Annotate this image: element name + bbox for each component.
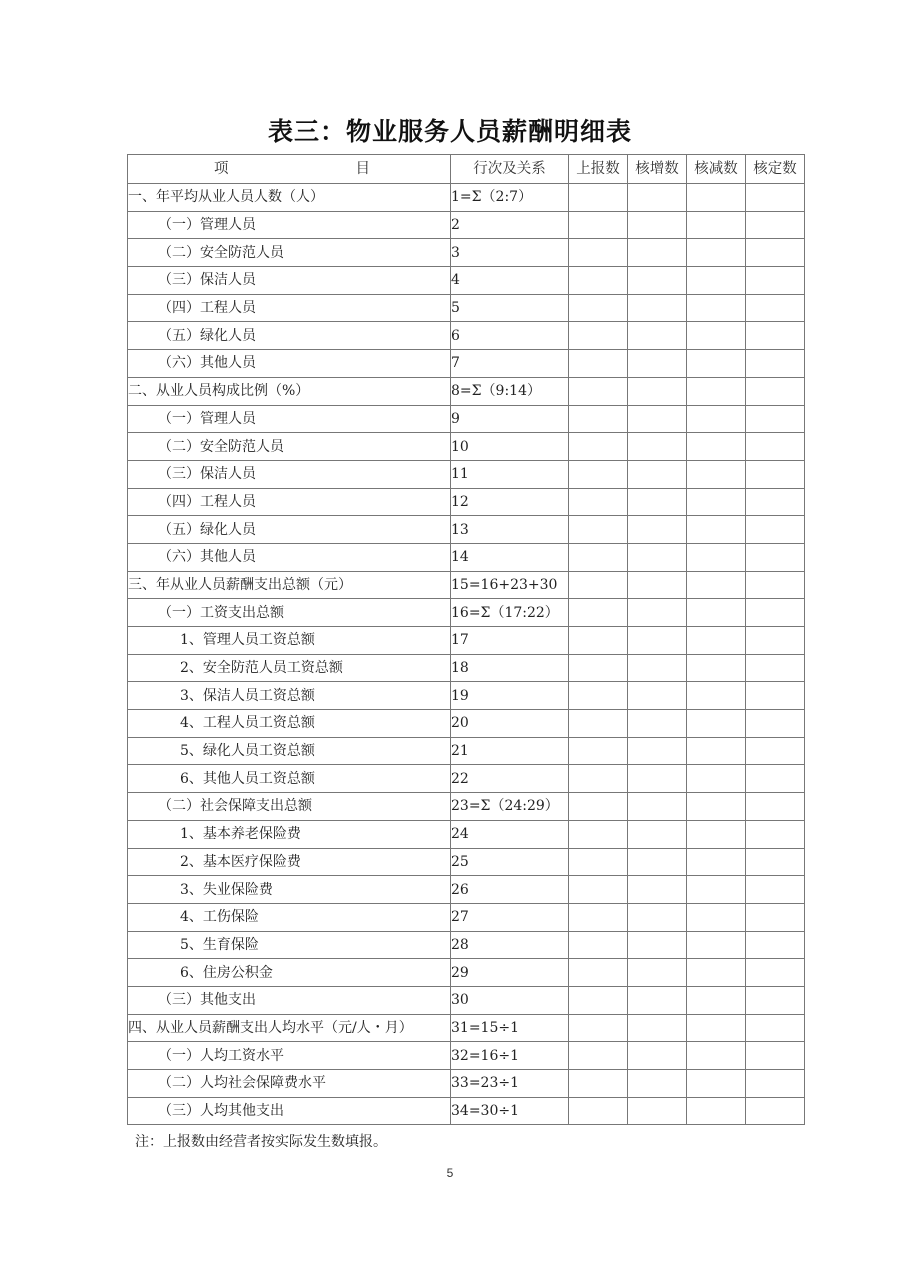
cell-increase[interactable] bbox=[628, 599, 687, 627]
cell-decrease[interactable] bbox=[687, 959, 746, 987]
cell-decrease[interactable] bbox=[687, 377, 746, 405]
table-row bbox=[128, 571, 805, 599]
cell-increase[interactable] bbox=[628, 765, 687, 793]
cell-increase[interactable] bbox=[628, 710, 687, 738]
table-row bbox=[128, 765, 805, 793]
cell-reported[interactable] bbox=[569, 267, 628, 295]
cell-decrease[interactable] bbox=[687, 571, 746, 599]
row-item: 二、从业人员构成比例（%） bbox=[128, 377, 451, 405]
cell-approved[interactable] bbox=[746, 986, 805, 1014]
cell-decrease[interactable] bbox=[687, 488, 746, 516]
header-item-left: 项 bbox=[214, 161, 229, 177]
row-item: （二）社会保障支出总额 bbox=[128, 793, 451, 821]
cell-increase[interactable] bbox=[628, 350, 687, 378]
cell-decrease[interactable] bbox=[687, 1014, 746, 1042]
cell-reported[interactable] bbox=[569, 516, 628, 544]
cell-reported[interactable] bbox=[569, 1070, 628, 1098]
row-item: 三、年从业人员薪酬支出总额（元） bbox=[128, 571, 451, 599]
table-row bbox=[128, 294, 805, 322]
document-title: 表三：物业服务人员薪酬明细表 bbox=[267, 117, 632, 146]
cell-approved[interactable] bbox=[746, 571, 805, 599]
row-item: （一）管理人员 bbox=[128, 211, 451, 239]
row-relation: 28 bbox=[451, 931, 569, 959]
cell-decrease[interactable] bbox=[687, 931, 746, 959]
cell-reported[interactable] bbox=[569, 294, 628, 322]
cell-increase[interactable] bbox=[628, 1014, 687, 1042]
table-row bbox=[128, 654, 805, 682]
cell-increase[interactable] bbox=[628, 322, 687, 350]
cell-decrease[interactable] bbox=[687, 1070, 746, 1098]
cell-reported[interactable] bbox=[569, 405, 628, 433]
row-item: 5、绿化人员工资总额 bbox=[128, 737, 451, 765]
cell-decrease[interactable] bbox=[687, 267, 746, 295]
table-row bbox=[128, 488, 805, 516]
cell-reported[interactable] bbox=[569, 433, 628, 461]
row-relation: 4 bbox=[451, 267, 569, 295]
cell-reported[interactable] bbox=[569, 1042, 628, 1070]
table-row bbox=[128, 267, 805, 295]
row-item: 1、基本养老保险费 bbox=[128, 820, 451, 848]
table-row bbox=[128, 543, 805, 571]
cell-increase[interactable] bbox=[628, 627, 687, 655]
cell-approved[interactable] bbox=[746, 211, 805, 239]
cell-approved[interactable] bbox=[746, 543, 805, 571]
row-relation: 20 bbox=[451, 710, 569, 738]
table-row bbox=[128, 184, 805, 212]
cell-reported[interactable] bbox=[569, 959, 628, 987]
cell-decrease[interactable] bbox=[687, 986, 746, 1014]
row-item: （二）安全防范人员 bbox=[128, 433, 451, 461]
cell-approved[interactable] bbox=[746, 184, 805, 212]
salary-detail-table bbox=[127, 154, 805, 1125]
row-item: 2、安全防范人员工资总额 bbox=[128, 654, 451, 682]
cell-reported[interactable] bbox=[569, 1097, 628, 1125]
cell-approved[interactable] bbox=[746, 931, 805, 959]
row-item: （六）其他人员 bbox=[128, 350, 451, 378]
row-relation: 12 bbox=[451, 488, 569, 516]
cell-decrease[interactable] bbox=[687, 682, 746, 710]
cell-increase[interactable] bbox=[628, 294, 687, 322]
row-relation: 23=Σ（24:29） bbox=[451, 793, 569, 821]
table-row bbox=[128, 1097, 805, 1125]
row-item: （五）绿化人员 bbox=[128, 516, 451, 544]
cell-decrease[interactable] bbox=[687, 1097, 746, 1125]
cell-decrease[interactable] bbox=[687, 903, 746, 931]
cell-decrease[interactable] bbox=[687, 294, 746, 322]
cell-increase[interactable] bbox=[628, 239, 687, 267]
row-relation: 3 bbox=[451, 239, 569, 267]
cell-increase[interactable] bbox=[628, 405, 687, 433]
cell-increase[interactable] bbox=[628, 184, 687, 212]
cell-reported[interactable] bbox=[569, 488, 628, 516]
cell-decrease[interactable] bbox=[687, 710, 746, 738]
header-approved: 核定数 bbox=[746, 155, 805, 184]
row-item: （三）其他支出 bbox=[128, 986, 451, 1014]
cell-approved[interactable] bbox=[746, 848, 805, 876]
cell-decrease[interactable] bbox=[687, 322, 746, 350]
cell-approved[interactable] bbox=[746, 294, 805, 322]
cell-decrease[interactable] bbox=[687, 516, 746, 544]
row-item: （三）保洁人员 bbox=[128, 460, 451, 488]
cell-increase[interactable] bbox=[628, 516, 687, 544]
cell-decrease[interactable] bbox=[687, 543, 746, 571]
cell-approved[interactable] bbox=[746, 654, 805, 682]
row-relation: 29 bbox=[451, 959, 569, 987]
table-row bbox=[128, 820, 805, 848]
cell-approved[interactable] bbox=[746, 1042, 805, 1070]
cell-decrease[interactable] bbox=[687, 433, 746, 461]
cell-reported[interactable] bbox=[569, 682, 628, 710]
table-row bbox=[128, 737, 805, 765]
table-row bbox=[128, 986, 805, 1014]
table-row bbox=[128, 211, 805, 239]
row-relation: 11 bbox=[451, 460, 569, 488]
cell-decrease[interactable] bbox=[687, 627, 746, 655]
row-relation: 10 bbox=[451, 433, 569, 461]
cell-reported[interactable] bbox=[569, 627, 628, 655]
cell-reported[interactable] bbox=[569, 986, 628, 1014]
table-row bbox=[128, 460, 805, 488]
row-relation: 19 bbox=[451, 682, 569, 710]
table-row bbox=[128, 682, 805, 710]
row-item: （一）工资支出总额 bbox=[128, 599, 451, 627]
cell-reported[interactable] bbox=[569, 848, 628, 876]
cell-approved[interactable] bbox=[746, 1070, 805, 1098]
row-relation: 17 bbox=[451, 627, 569, 655]
table-row bbox=[128, 903, 805, 931]
row-relation: 26 bbox=[451, 876, 569, 904]
cell-decrease[interactable] bbox=[687, 184, 746, 212]
cell-decrease[interactable] bbox=[687, 654, 746, 682]
cell-increase[interactable] bbox=[628, 571, 687, 599]
cell-reported[interactable] bbox=[569, 460, 628, 488]
cell-decrease[interactable] bbox=[687, 793, 746, 821]
cell-approved[interactable] bbox=[746, 876, 805, 904]
cell-approved[interactable] bbox=[746, 350, 805, 378]
cell-reported[interactable] bbox=[569, 599, 628, 627]
row-relation: 18 bbox=[451, 654, 569, 682]
cell-approved[interactable] bbox=[746, 627, 805, 655]
footnote: 注：上报数由经营者按实际发生数填报。 bbox=[135, 1134, 387, 1150]
cell-increase[interactable] bbox=[628, 876, 687, 904]
table-row bbox=[128, 1014, 805, 1042]
cell-approved[interactable] bbox=[746, 737, 805, 765]
cell-approved[interactable] bbox=[746, 1014, 805, 1042]
row-relation: 6 bbox=[451, 322, 569, 350]
cell-increase[interactable] bbox=[628, 211, 687, 239]
cell-reported[interactable] bbox=[569, 903, 628, 931]
row-item: （六）其他人员 bbox=[128, 543, 451, 571]
row-item: 4、工程人员工资总额 bbox=[128, 710, 451, 738]
row-item: 2、基本医疗保险费 bbox=[128, 848, 451, 876]
page-number: 5 bbox=[446, 1166, 454, 1180]
cell-reported[interactable] bbox=[569, 710, 628, 738]
header-decrease: 核减数 bbox=[687, 155, 746, 184]
cell-approved[interactable] bbox=[746, 599, 805, 627]
cell-reported[interactable] bbox=[569, 737, 628, 765]
cell-increase[interactable] bbox=[628, 460, 687, 488]
table-row bbox=[128, 876, 805, 904]
row-relation: 5 bbox=[451, 294, 569, 322]
cell-reported[interactable] bbox=[569, 765, 628, 793]
table-row bbox=[128, 377, 805, 405]
row-item: （四）工程人员 bbox=[128, 294, 451, 322]
cell-approved[interactable] bbox=[746, 793, 805, 821]
cell-increase[interactable] bbox=[628, 1097, 687, 1125]
cell-increase[interactable] bbox=[628, 488, 687, 516]
row-item: （五）绿化人员 bbox=[128, 322, 451, 350]
cell-increase[interactable] bbox=[628, 654, 687, 682]
header-item bbox=[128, 155, 451, 184]
row-relation: 15=16+23+30 bbox=[451, 571, 569, 599]
row-relation: 31=15÷1 bbox=[451, 1014, 569, 1042]
table-row bbox=[128, 1042, 805, 1070]
cell-reported[interactable] bbox=[569, 820, 628, 848]
row-relation: 9 bbox=[451, 405, 569, 433]
cell-increase[interactable] bbox=[628, 682, 687, 710]
cell-decrease[interactable] bbox=[687, 876, 746, 904]
row-item: 一、年平均从业人员人数（人） bbox=[128, 184, 451, 212]
cell-approved[interactable] bbox=[746, 516, 805, 544]
row-relation: 27 bbox=[451, 903, 569, 931]
row-relation: 14 bbox=[451, 543, 569, 571]
cell-approved[interactable] bbox=[746, 377, 805, 405]
row-item: （三）保洁人员 bbox=[128, 267, 451, 295]
row-relation: 34=30÷1 bbox=[451, 1097, 569, 1125]
cell-decrease[interactable] bbox=[687, 765, 746, 793]
row-relation: 33=23÷1 bbox=[451, 1070, 569, 1098]
cell-increase[interactable] bbox=[628, 267, 687, 295]
row-item: 四、从业人员薪酬支出人均水平（元/人・月） bbox=[128, 1014, 451, 1042]
cell-decrease[interactable] bbox=[687, 1042, 746, 1070]
cell-increase[interactable] bbox=[628, 1070, 687, 1098]
table-row bbox=[128, 710, 805, 738]
header-reported: 上报数 bbox=[569, 155, 628, 184]
cell-approved[interactable] bbox=[746, 820, 805, 848]
cell-decrease[interactable] bbox=[687, 405, 746, 433]
cell-reported[interactable] bbox=[569, 543, 628, 571]
cell-increase[interactable] bbox=[628, 377, 687, 405]
cell-approved[interactable] bbox=[746, 460, 805, 488]
cell-reported[interactable] bbox=[569, 377, 628, 405]
row-relation: 21 bbox=[451, 737, 569, 765]
row-item: （一）人均工资水平 bbox=[128, 1042, 451, 1070]
cell-reported[interactable] bbox=[569, 793, 628, 821]
row-relation: 16=Σ（17:22） bbox=[451, 599, 569, 627]
cell-increase[interactable] bbox=[628, 931, 687, 959]
cell-approved[interactable] bbox=[746, 488, 805, 516]
row-item: 3、保洁人员工资总额 bbox=[128, 682, 451, 710]
cell-reported[interactable] bbox=[569, 876, 628, 904]
row-relation: 24 bbox=[451, 820, 569, 848]
cell-decrease[interactable] bbox=[687, 239, 746, 267]
cell-decrease[interactable] bbox=[687, 848, 746, 876]
row-relation: 7 bbox=[451, 350, 569, 378]
table-row bbox=[128, 239, 805, 267]
header-relation: 行次及关系 bbox=[451, 155, 569, 184]
row-relation: 1=Σ（2:7） bbox=[451, 184, 569, 212]
row-item: 5、生育保险 bbox=[128, 931, 451, 959]
cell-increase[interactable] bbox=[628, 959, 687, 987]
table-row bbox=[128, 959, 805, 987]
row-relation: 8=Σ（9:14） bbox=[451, 377, 569, 405]
cell-reported[interactable] bbox=[569, 211, 628, 239]
cell-decrease[interactable] bbox=[687, 460, 746, 488]
cell-approved[interactable] bbox=[746, 433, 805, 461]
row-item: （二）安全防范人员 bbox=[128, 239, 451, 267]
cell-approved[interactable] bbox=[746, 959, 805, 987]
table-row bbox=[128, 350, 805, 378]
cell-increase[interactable] bbox=[628, 848, 687, 876]
row-item: 3、失业保险费 bbox=[128, 876, 451, 904]
table-row bbox=[128, 848, 805, 876]
row-item: （二）人均社会保障费水平 bbox=[128, 1070, 451, 1098]
cell-increase[interactable] bbox=[628, 543, 687, 571]
cell-reported[interactable] bbox=[569, 1014, 628, 1042]
table-row bbox=[128, 516, 805, 544]
cell-approved[interactable] bbox=[746, 239, 805, 267]
cell-approved[interactable] bbox=[746, 765, 805, 793]
cell-approved[interactable] bbox=[746, 1097, 805, 1125]
header-item-right: 目 bbox=[355, 161, 370, 177]
table-row bbox=[128, 599, 805, 627]
cell-reported[interactable] bbox=[569, 571, 628, 599]
cell-approved[interactable] bbox=[746, 405, 805, 433]
row-item: 6、住房公积金 bbox=[128, 959, 451, 987]
cell-increase[interactable] bbox=[628, 1042, 687, 1070]
cell-reported[interactable] bbox=[569, 322, 628, 350]
cell-reported[interactable] bbox=[569, 184, 628, 212]
cell-increase[interactable] bbox=[628, 986, 687, 1014]
table-body bbox=[128, 184, 805, 1125]
cell-decrease[interactable] bbox=[687, 820, 746, 848]
header-increase: 核增数 bbox=[628, 155, 687, 184]
cell-increase[interactable] bbox=[628, 820, 687, 848]
row-relation: 13 bbox=[451, 516, 569, 544]
row-item: 1、管理人员工资总额 bbox=[128, 627, 451, 655]
row-relation: 30 bbox=[451, 986, 569, 1014]
cell-decrease[interactable] bbox=[687, 737, 746, 765]
row-relation: 22 bbox=[451, 765, 569, 793]
cell-increase[interactable] bbox=[628, 793, 687, 821]
row-relation: 25 bbox=[451, 848, 569, 876]
cell-decrease[interactable] bbox=[687, 211, 746, 239]
table-row bbox=[128, 627, 805, 655]
cell-reported[interactable] bbox=[569, 239, 628, 267]
cell-decrease[interactable] bbox=[687, 350, 746, 378]
table-row bbox=[128, 433, 805, 461]
cell-increase[interactable] bbox=[628, 737, 687, 765]
cell-reported[interactable] bbox=[569, 931, 628, 959]
row-relation: 2 bbox=[451, 211, 569, 239]
table-row bbox=[128, 405, 805, 433]
cell-decrease[interactable] bbox=[687, 599, 746, 627]
cell-reported[interactable] bbox=[569, 654, 628, 682]
table-row bbox=[128, 322, 805, 350]
cell-approved[interactable] bbox=[746, 903, 805, 931]
cell-increase[interactable] bbox=[628, 433, 687, 461]
table-header-row bbox=[128, 155, 805, 184]
cell-reported[interactable] bbox=[569, 350, 628, 378]
row-item: （四）工程人员 bbox=[128, 488, 451, 516]
cell-approved[interactable] bbox=[746, 322, 805, 350]
row-relation: 32=16÷1 bbox=[451, 1042, 569, 1070]
cell-increase[interactable] bbox=[628, 903, 687, 931]
row-item: 4、工伤保险 bbox=[128, 903, 451, 931]
table-row bbox=[128, 931, 805, 959]
row-item: 6、其他人员工资总额 bbox=[128, 765, 451, 793]
cell-approved[interactable] bbox=[746, 267, 805, 295]
table-row bbox=[128, 793, 805, 821]
cell-approved[interactable] bbox=[746, 710, 805, 738]
cell-approved[interactable] bbox=[746, 682, 805, 710]
table-row bbox=[128, 1070, 805, 1098]
row-item: （一）管理人员 bbox=[128, 405, 451, 433]
row-item: （三）人均其他支出 bbox=[128, 1097, 451, 1125]
